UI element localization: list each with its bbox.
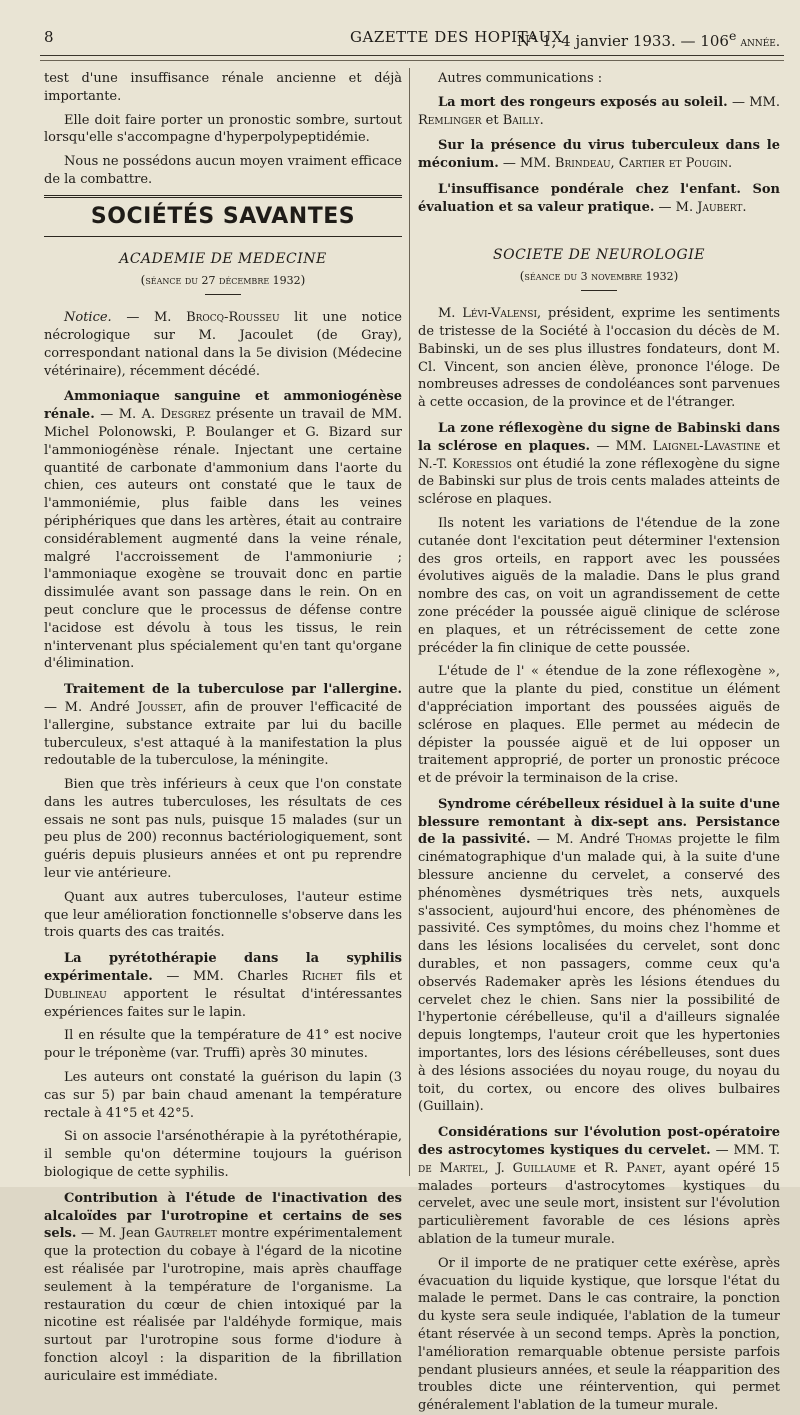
header-rule-2	[40, 60, 784, 61]
section-title: SOCIÉTÉS SAVANTES	[44, 195, 402, 237]
pyreto-text: apportent le résultat d'intéressantes expériences faites sur le lapin.	[44, 986, 402, 1020]
ammon-author: Desgrez	[160, 407, 211, 423]
pyreto-item	[44, 950, 402, 1021]
insuf-end: .	[742, 199, 747, 215]
mort-dash: — MM.	[727, 94, 780, 110]
ammon-item	[44, 388, 402, 673]
neurology-session	[418, 268, 780, 286]
journal-title: GAZETTE DES HOPITAUX	[350, 28, 563, 46]
zone-paragraph-3: L'étude de l' « étendue de la zone réflexogène », autre que la plante du pied, constitue un élément d'appréciation important des poussées aiguës de sclérose en plaques. Elle permet au médecin de dépister la poussée aiguë et de lui opposer un traitement approprié, de porter un pronostic précoce et de prévoir la terminaison de la crise.	[418, 664, 780, 787]
zone-author-1: Laignel-Lavastine	[652, 438, 761, 454]
levi-text: , président, exprime les sentiments de tristesse de la Société à l'occasion du décès de M. Babinski, un de ses plus illustres fondateurs, dont M. Cl. Vincent, son ancien élève, prononce l'éloge. De nombreuses adresses de condoléances sont parvenues à cette occasion, de la province et de l'étranger.	[418, 306, 781, 411]
contrib-text: montre expérimentalement que la protection du cobaye à l'égard de la nicotine est réalisée par l'urotropine, mais après chauffage seulement à la température de l'organisme. La restauration du cœur de chien intoxiqué par la nicotine est réalisée par l'aldéhyde formique, mais surtout par l'urotropine sous forme d'iodure à fonction alcoyl : la disparition de la fibrillation auriculaire est immédiate.	[44, 1226, 402, 1384]
consid-text: , ayant opéré 15 malades porteurs d'astrocytomes kystiques du cervelet, avec une seule mort, insistent sur l'évolution particulièrement favorable de ces lésions après ablation de la tumeur murale.	[418, 1160, 781, 1248]
insuf-title: L'insuffisance pondérale chez l'enfant. Son évaluation et sa valeur pratique.	[418, 181, 780, 215]
consid-author-3: Panet	[626, 1160, 662, 1176]
virus-dash: — MM.	[498, 156, 555, 172]
intro-paragraph-2: Elle doit faire porter un pronostic sombre, surtout lorsqu'elle s'accompagne d'hyperpolypeptidémie.	[44, 112, 402, 146]
consid-item	[418, 1124, 780, 1249]
mort-title: La mort des rongeurs exposés au soleil.	[438, 94, 728, 110]
tuber-author: Jousset	[137, 699, 183, 715]
zone-author-2: Koressios	[452, 456, 512, 472]
consid-author-1: de Martel	[418, 1160, 485, 1176]
notice-item	[44, 309, 402, 380]
consid-author-2: Guillaume	[512, 1160, 576, 1176]
issue-date: N° 1, 4 janvier 1933. — 106	[516, 32, 729, 50]
contrib-title: Contribution à l'étude de l'inactivation des alcaloïdes par l'urotropine et certains de ses sels.	[44, 1190, 402, 1242]
other-communications: Autres communications :	[438, 71, 603, 86]
zone-paragraph-2: Ils notent les variations de l'étendue de la zone cutanée dont l'excitation peut déterminer l'extension des gros orteils, en rapport avec les poussées évolutives aiguës de la maladie. Dans le plus grand nombre des cas, on voit un agrandissement de cette zone précéder la poussée aiguë clinique de sclérose en plaques, et un rétrécissement de cette zone précéder la fin clinique de cette poussée.	[418, 515, 780, 656]
neuro-session-close: )	[673, 269, 679, 284]
pyreto-author-2: Dublineau	[44, 986, 107, 1002]
synd-item	[418, 796, 780, 1116]
notice-text: lit une notice nécrologique sur M. Jacoulet (de Gray), correspondant national dans la 5e division (Médecine vétérinaire), récemment décédé.	[44, 310, 402, 379]
consid-paragraph-2: Or il importe de ne pratiquer cette exérèse, après évacuation du liquide kystique, que lorsque l'état du malade le permet. Dans le cas contraire, la ponction du kyste sera seule indiquée, l'ablation de la tumeur étant réservée à un second temps. Après la ponction, l'amélioration remarquable obtenue persiste parfois pendant plusieurs années, et seule la réapparition des troubles dicte une réintervention, qui permet généralement l'ablation de la tumeur murale.	[418, 1255, 780, 1414]
tuber-text: , afin de prouver l'efficacité de l'allergine, substance extraite par lui du bacille tuberculeux, s'est attaqué à la manifestation la plus redoutable de la tuberculose, la méningite.	[44, 699, 402, 769]
zone-title: La zone réflexogène du signe de Babinski dans la sclérose en plaques.	[418, 420, 780, 454]
synd-dash: — M. André	[530, 832, 627, 848]
levi-lead: M.	[438, 306, 463, 322]
pyreto-paragraph-4: Si on associe l'arsénothérapie à la pyrétothérapie, il semble qu'on détermine toujours la guérison biologique de cette syphilis.	[44, 1129, 402, 1181]
neurology-heading: SOCIETE DE NEUROLOGIE	[493, 246, 705, 263]
tuber-dash: — M. André	[44, 699, 138, 715]
levi-author: Lévi-Valensi	[462, 306, 538, 322]
insuf-item	[418, 181, 780, 217]
zone-text: ont étudié la zone réflexogène du signe de Babinski sur plus de trois cents malades atteints de sclérose en plaques.	[418, 456, 780, 508]
short-divider-right	[581, 290, 617, 291]
ammon-dash: — M. A.	[94, 407, 161, 423]
mort-author-2: Bailly	[502, 112, 540, 128]
session-date: séance du 27 décembre 1932	[145, 274, 301, 288]
mort-item	[418, 94, 780, 130]
contrib-item	[44, 1190, 402, 1386]
synd-text: projette le film cinématographique d'un malade qui, à la suite d'une blessure ancienne du cervelet, a conservé des phénomènes dysmétriques très nets, auxquels s'associent, aujourd'hui encore, des phénomènes de passivité. Ces symptômes, du moins chez l'homme et dans les lésions localisées du cervelet, sont donc durables, et non passagers, comme ceux qu'a observés Rademaker après les lésions étendues du cervelet chez le chien. Sans nier la possibilité de l'hypertonie cérébelleuse, qu'il a d'ailleurs signalée depuis longtemps, l'auteur croit que les hypertonies importantes, lors des lésions cérébelleuses, sont dues à des lésions associées du noyau rouge, du noyau du toit, du cortex, ou encore des olives bulbaires (Guillain).	[418, 832, 780, 1115]
insuf-dash: — M.	[654, 199, 698, 215]
issue-info	[517, 28, 780, 50]
ammon-title: Ammoniaque sanguine et ammoniogénèse rénale.	[44, 389, 402, 423]
mort-author-1: Remlinger	[418, 112, 482, 128]
tuber-paragraph-3: Quant aux autres tuberculoses, l'auteur estime que leur amélioration fonctionnelle s'observe dans les trois quarts des cas traités.	[44, 889, 402, 941]
zone-item	[418, 420, 780, 509]
left-column	[44, 70, 403, 1384]
academy-heading: ACADEMIE DE MEDECINE	[119, 250, 327, 267]
levi-item	[418, 305, 780, 412]
virus-end: .	[727, 156, 733, 172]
notice-lead: Notice.	[64, 310, 112, 326]
pyreto-mid: fils et	[342, 969, 403, 985]
virus-title: Sur la présence du virus tuberculeux dans le méconium.	[418, 138, 780, 172]
mort-end: .	[539, 112, 544, 128]
pyreto-paragraph-2: Il en résulte que la température de 41° est nocive pour le tréponème (var. Truffi) après 30 minutes.	[44, 1028, 402, 1062]
pyreto-dash: — MM. Charles	[152, 969, 302, 985]
tuber-paragraph-2: Bien que très inférieurs à ceux que l'on constate dans les autres tuberculoses, les résultats de ces essais ne sont pas nuls, puisque 15 malades (sur un peu plus de 200) reconnus bactériologiquement, sont guéris depuis plusieurs années et ont pu reprendre leur vie antérieure.	[44, 777, 402, 882]
zone-mid: et N.-T.	[418, 438, 781, 472]
header-rule	[40, 55, 784, 56]
session-close: )	[300, 273, 306, 288]
virus-authors: Brindeau, Cartier et Pougin	[554, 156, 728, 172]
page-number: 8	[44, 28, 54, 46]
notice-dash: — M.	[111, 310, 187, 326]
consid-mid: , J.	[484, 1160, 513, 1176]
session-open: (	[140, 273, 146, 288]
short-divider	[205, 294, 241, 295]
contrib-author: Gautrelet	[154, 1226, 217, 1242]
zone-dash: — MM.	[589, 438, 653, 454]
contrib-dash: — M. Jean	[76, 1226, 155, 1242]
issue-sup: e	[728, 28, 737, 43]
pyreto-author-1: Richet	[301, 969, 343, 985]
pyreto-paragraph-3: Les auteurs ont constaté la guérison du lapin (3 cas sur 5) par bain chaud amenant la température rectale à 41°5 et 42°5.	[44, 1070, 402, 1121]
consid-dash: — MM. T.	[710, 1143, 781, 1159]
neuro-session-date: séance du 3 novembre 1932	[524, 270, 674, 284]
issue-year-word: année.	[736, 35, 780, 50]
consid-title: Considérations sur l'évolution post-opératoire des astrocytomes kystiques du cervelet.	[418, 1125, 780, 1159]
virus-item	[418, 137, 780, 173]
mort-mid: et	[481, 112, 503, 128]
tuber-item	[44, 681, 402, 770]
neuro-session-open: (	[519, 269, 525, 284]
consid-mid-2: et R.	[575, 1160, 627, 1176]
intro-paragraph-3: Nous ne possédons aucun moyen vraiment efficace de la combattre.	[44, 154, 402, 187]
synd-title: Syndrome cérébelleux résiduel à la suite d'une blessure remontant à dix-sept ans. Persistance de la passivité.	[418, 796, 780, 848]
tuber-title: Traitement de la tuberculose par l'allergine.	[64, 682, 402, 698]
academy-session	[44, 272, 402, 290]
column-separator	[409, 68, 410, 1176]
pyreto-title: La pyrétothérapie dans la syphilis expérimentale.	[44, 951, 402, 985]
page-header	[40, 28, 784, 52]
insuf-author: Jaubert	[697, 199, 743, 215]
right-column	[418, 70, 781, 1414]
notice-author: Brocq-Rousseu	[186, 310, 280, 326]
synd-author: Thomas	[626, 832, 672, 848]
intro-paragraph-1: test d'une insuffisance rénale ancienne et déjà importante.	[44, 71, 402, 104]
ammon-text: présente un travail de MM. Michel Polonowski, P. Boulanger et G. Bizard sur l'ammoniogénèse rénale. Injectant une certaine quantité de carbonate d'ammonium dans l'aorte du chien, ces auteurs ont constaté que le taux de l'ammoniémie, plus faible dans les veines périphériques que dans les artères, était au contraire considérablement augmenté dans la veine rénale, malgré l'accroissement de l'ammoniurie ; l'ammoniaque exogène se trouvait donc en partie dissimulée avant son passage dans le rein. On en peut conclure que le processus de défense contre l'acidose est dévolu à tous les tissus, le rein n'intervenant plus spécialement qu'en tant qu'organe d'élimination.	[44, 407, 402, 672]
